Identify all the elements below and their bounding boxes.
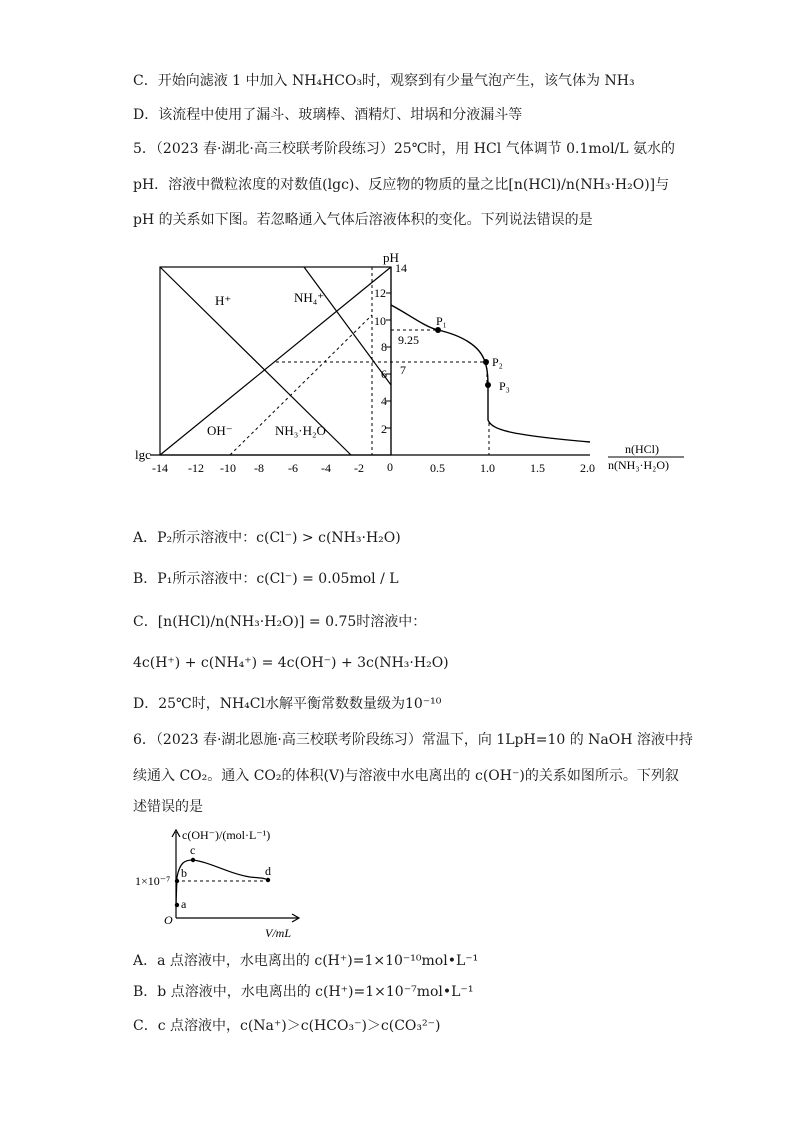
option-c-q5-equation: 4c(H⁺) + c(NH₄⁺) = 4c(OH⁻) + 3c(NH₃·H₂O) [133,655,449,671]
question-5-prompt: pH 的关系如下图。若忽略通入气体后溶液体积的变化。下列说法错误的是 [133,212,593,228]
svg-text:P₃: P₃ [499,379,510,393]
svg-text:2.0: 2.0 [580,461,595,475]
option-c-q5: C．[n(HCl)/n(NH₃·H₂O)] = 0.75时溶液中： [133,614,427,630]
oh-volume-diagram [130,822,330,947]
nh4-label: NH₄⁺ [294,290,325,305]
svg-text:0.5: 0.5 [430,461,445,475]
svg-text:8: 8 [381,340,387,354]
option-c-q6: C．c 点溶液中，c(Na⁺)＞c(HCO₃⁻)＞c(CO₃²⁻) [133,1018,441,1034]
question-6-body: 续通入 CO₂。通入 CO₂的体积(V)与溶液中水电离出的 c(OH⁻)的关系如图所示。下列叙 [133,768,679,784]
svg-text:n(HCl): n(HCl) [625,442,659,456]
svg-text:-12: -12 [188,461,204,475]
svg-text:-8: -8 [254,461,264,475]
svg-text:1.0: 1.0 [480,461,495,475]
lgc-label: lgc [135,447,151,462]
option-d-q5: D．25℃时，NH₄Cl水解平衡常数数量级为10⁻¹⁰ [133,696,442,712]
svg-text:1.5: 1.5 [530,461,545,475]
x-axis-label: V/mL [265,926,292,940]
svg-text:n(NH₃·H₂O): n(NH₃·H₂O) [608,458,670,472]
y-axis-label: c(OH⁻)/(mol·L⁻¹) [182,828,271,842]
svg-text:7: 7 [400,363,406,377]
svg-text:-14: -14 [152,461,168,475]
svg-text:10: 10 [374,314,386,328]
svg-text:c: c [190,843,196,857]
origin-label: O [164,913,173,927]
svg-text:-6: -6 [288,461,298,475]
question-6-title: 6．（2023 春·湖北恩施·高三校联考阶段练习）常温下，向 1LpH=10 的 NaOH 溶液中持 [133,732,693,748]
svg-text:14: 14 [395,261,407,275]
svg-text:P₁: P₁ [436,314,447,328]
nh3h2o-label: NH₃·H₂O [275,423,326,438]
pka-value: 9.25 [398,333,419,347]
svg-text:4: 4 [381,394,387,408]
ph-lgc-diagram [130,245,700,490]
oh-label: OH⁻ [207,423,233,438]
option-c-q4: C．开始向滤液 1 中加入 NH₄HCO₃时，观察到有少量气泡产生，该气体为 NH₃ [133,73,635,89]
svg-text:-4: -4 [321,461,331,475]
svg-text:-2: -2 [354,461,364,475]
svg-text:a: a [181,897,187,911]
option-b-q6: B．b 点溶液中，水电离出的 c(H⁺)=1×10⁻⁷mol•L⁻¹ [133,984,474,1000]
svg-text:d: d [265,864,271,878]
svg-text:12: 12 [374,286,386,300]
svg-text:b: b [181,866,187,880]
option-a-q5: A．P₂所示溶液中：c(Cl⁻) > c(NH₃·H₂O) [133,530,401,546]
option-a-q6: A．a 点溶液中，水电离出的 c(H⁺)=1×10⁻¹⁰mol•L⁻¹ [133,953,479,969]
question-5-title: 5．（2023 春·湖北·高三校联考阶段练习）25℃时，用 HCl 气体调节 0.1mol/L 氨水的 [133,141,676,157]
h-plus-label: H⁺ [215,293,232,308]
y-value-label: 1×10⁻⁷ [135,874,171,888]
svg-text:P₂: P₂ [492,355,503,369]
question-6-prompt: 述错误的是 [133,799,203,815]
svg-text:-10: -10 [220,461,236,475]
ph-axis-label: pH [383,250,399,265]
question-5-body: pH．溶液中微粒浓度的对数值(lgc)、反应物的物质的量之比[n(HCl)/n(NH₃·H₂O)]与 [133,177,670,193]
svg-text:0: 0 [387,460,393,474]
option-b-q5: B．P₁所示溶液中：c(Cl⁻) = 0.05mol / L [133,571,399,587]
option-d-q4: D．该流程中使用了漏斗、玻璃棒、酒精灯、坩埚和分液漏斗等 [133,107,523,123]
svg-text:6: 6 [381,367,387,381]
svg-text:2: 2 [381,422,387,436]
